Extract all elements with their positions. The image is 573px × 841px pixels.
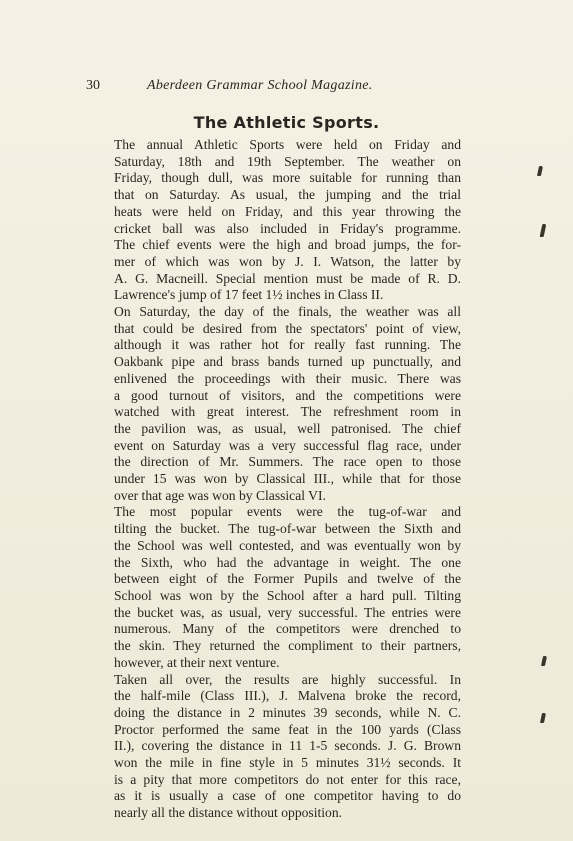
text-line: cricket ball was also included in Friday's programme. <box>114 220 461 236</box>
text-line: Lawrence's jump of 17 feet 1½ inches in Class II. <box>114 287 384 303</box>
text-line: the direction of Mr. Summers. The race open to those <box>114 454 461 470</box>
text-line: Friday, though dull, was more suitable for running than <box>114 170 461 186</box>
text-line: as it is usually a case of one competitor having to do <box>114 788 461 804</box>
text-line: the bucket was, as usual, very successful. The entries were <box>114 604 461 620</box>
text-line: doing the distance in 2 minutes 39 seconds, while N. C. <box>114 704 461 720</box>
article-paragraph <box>114 304 461 504</box>
text-line: The annual Athletic Sports were held on Friday and <box>114 137 461 152</box>
text-line: event on Saturday was a very successful flag race, under <box>114 437 461 453</box>
article-title: The Athletic Sports. <box>193 113 380 132</box>
text-line: is a pity that more competitors do not enter for this race, <box>114 771 461 787</box>
text-line: a good turnout of visitors, and the competitions were <box>114 387 461 403</box>
article-paragraph <box>114 137 461 304</box>
text-line: Proctor performed the same feat in the 100 yards (Class <box>114 721 461 737</box>
running-title: Aberdeen Grammar School Magazine. <box>147 78 373 93</box>
text-line: mer of which was won by J. I. Watson, the latter by <box>114 253 461 269</box>
article-paragraph <box>114 504 461 671</box>
text-line: A. G. Macneill. Special mention must be made of R. D. <box>114 270 461 286</box>
text-line: over that age was won by Classical VI. <box>114 487 326 503</box>
text-line: tilting the bucket. The tug-of-war between the Sixth and <box>114 521 461 537</box>
text-line: The chief events were the high and broad jumps, the for- <box>114 237 461 253</box>
margin-mark <box>540 224 547 237</box>
margin-mark <box>541 656 547 666</box>
text-line: School was won by the School after a hard pull. Tilting <box>114 587 461 603</box>
text-line: the School was well contested, and was eventually won by <box>114 537 461 553</box>
text-line: the half-mile (Class III.), J. Malvena broke the record, <box>114 688 461 704</box>
text-line: that could be desired from the spectators' point of view, <box>114 320 461 336</box>
text-line: Taken all over, the results are highly successful. In <box>114 671 461 687</box>
text-line: that on Saturday. As usual, the jumping and the trial <box>114 187 461 203</box>
text-line: On Saturday, the day of the finals, the weather was all <box>114 304 461 320</box>
text-line: enlivened the proceedings with their music. There was <box>114 370 461 386</box>
text-line: although it was rather hot for really fast running. The <box>114 337 461 353</box>
article-body <box>114 137 461 822</box>
text-line: between eight of the Former Pupils and twelve of the <box>114 571 461 587</box>
article-paragraph <box>114 672 461 822</box>
text-line: heats were held on Friday, and this year throwing the <box>114 203 461 219</box>
text-line: numerous. Many of the competitors were drenched to <box>114 621 461 637</box>
page-header <box>86 76 406 96</box>
margin-mark <box>537 166 543 176</box>
text-line: watched with great interest. The refreshment room in <box>114 404 461 420</box>
text-line: II.), covering the distance in 11 1-5 seconds. J. G. Brown <box>114 738 461 754</box>
text-line: nearly all the distance without opposition. <box>114 805 343 821</box>
text-line: the Sixth, who had the advantage in weight. The one <box>114 554 461 570</box>
margin-mark <box>540 713 546 723</box>
text-line: the pavilion was, as usual, well patronised. The chief <box>114 420 461 436</box>
text-line: won the mile in fine style in 5 minutes 31½ seconds. It <box>114 755 461 771</box>
text-line: under 15 was won by Classical III., while that for those <box>114 471 461 487</box>
text-line: Saturday, 18th and 19th September. The weather on <box>114 153 461 169</box>
text-line: The most popular events were the tug-of-war and <box>114 504 461 520</box>
page-number: 30 <box>86 78 100 93</box>
text-line: the skin. They returned the compliment to their partners, <box>114 638 461 654</box>
text-line: however, at their next venture. <box>114 654 280 670</box>
text-line: Oakbank pipe and brass bands turned up punctually, and <box>114 354 461 370</box>
